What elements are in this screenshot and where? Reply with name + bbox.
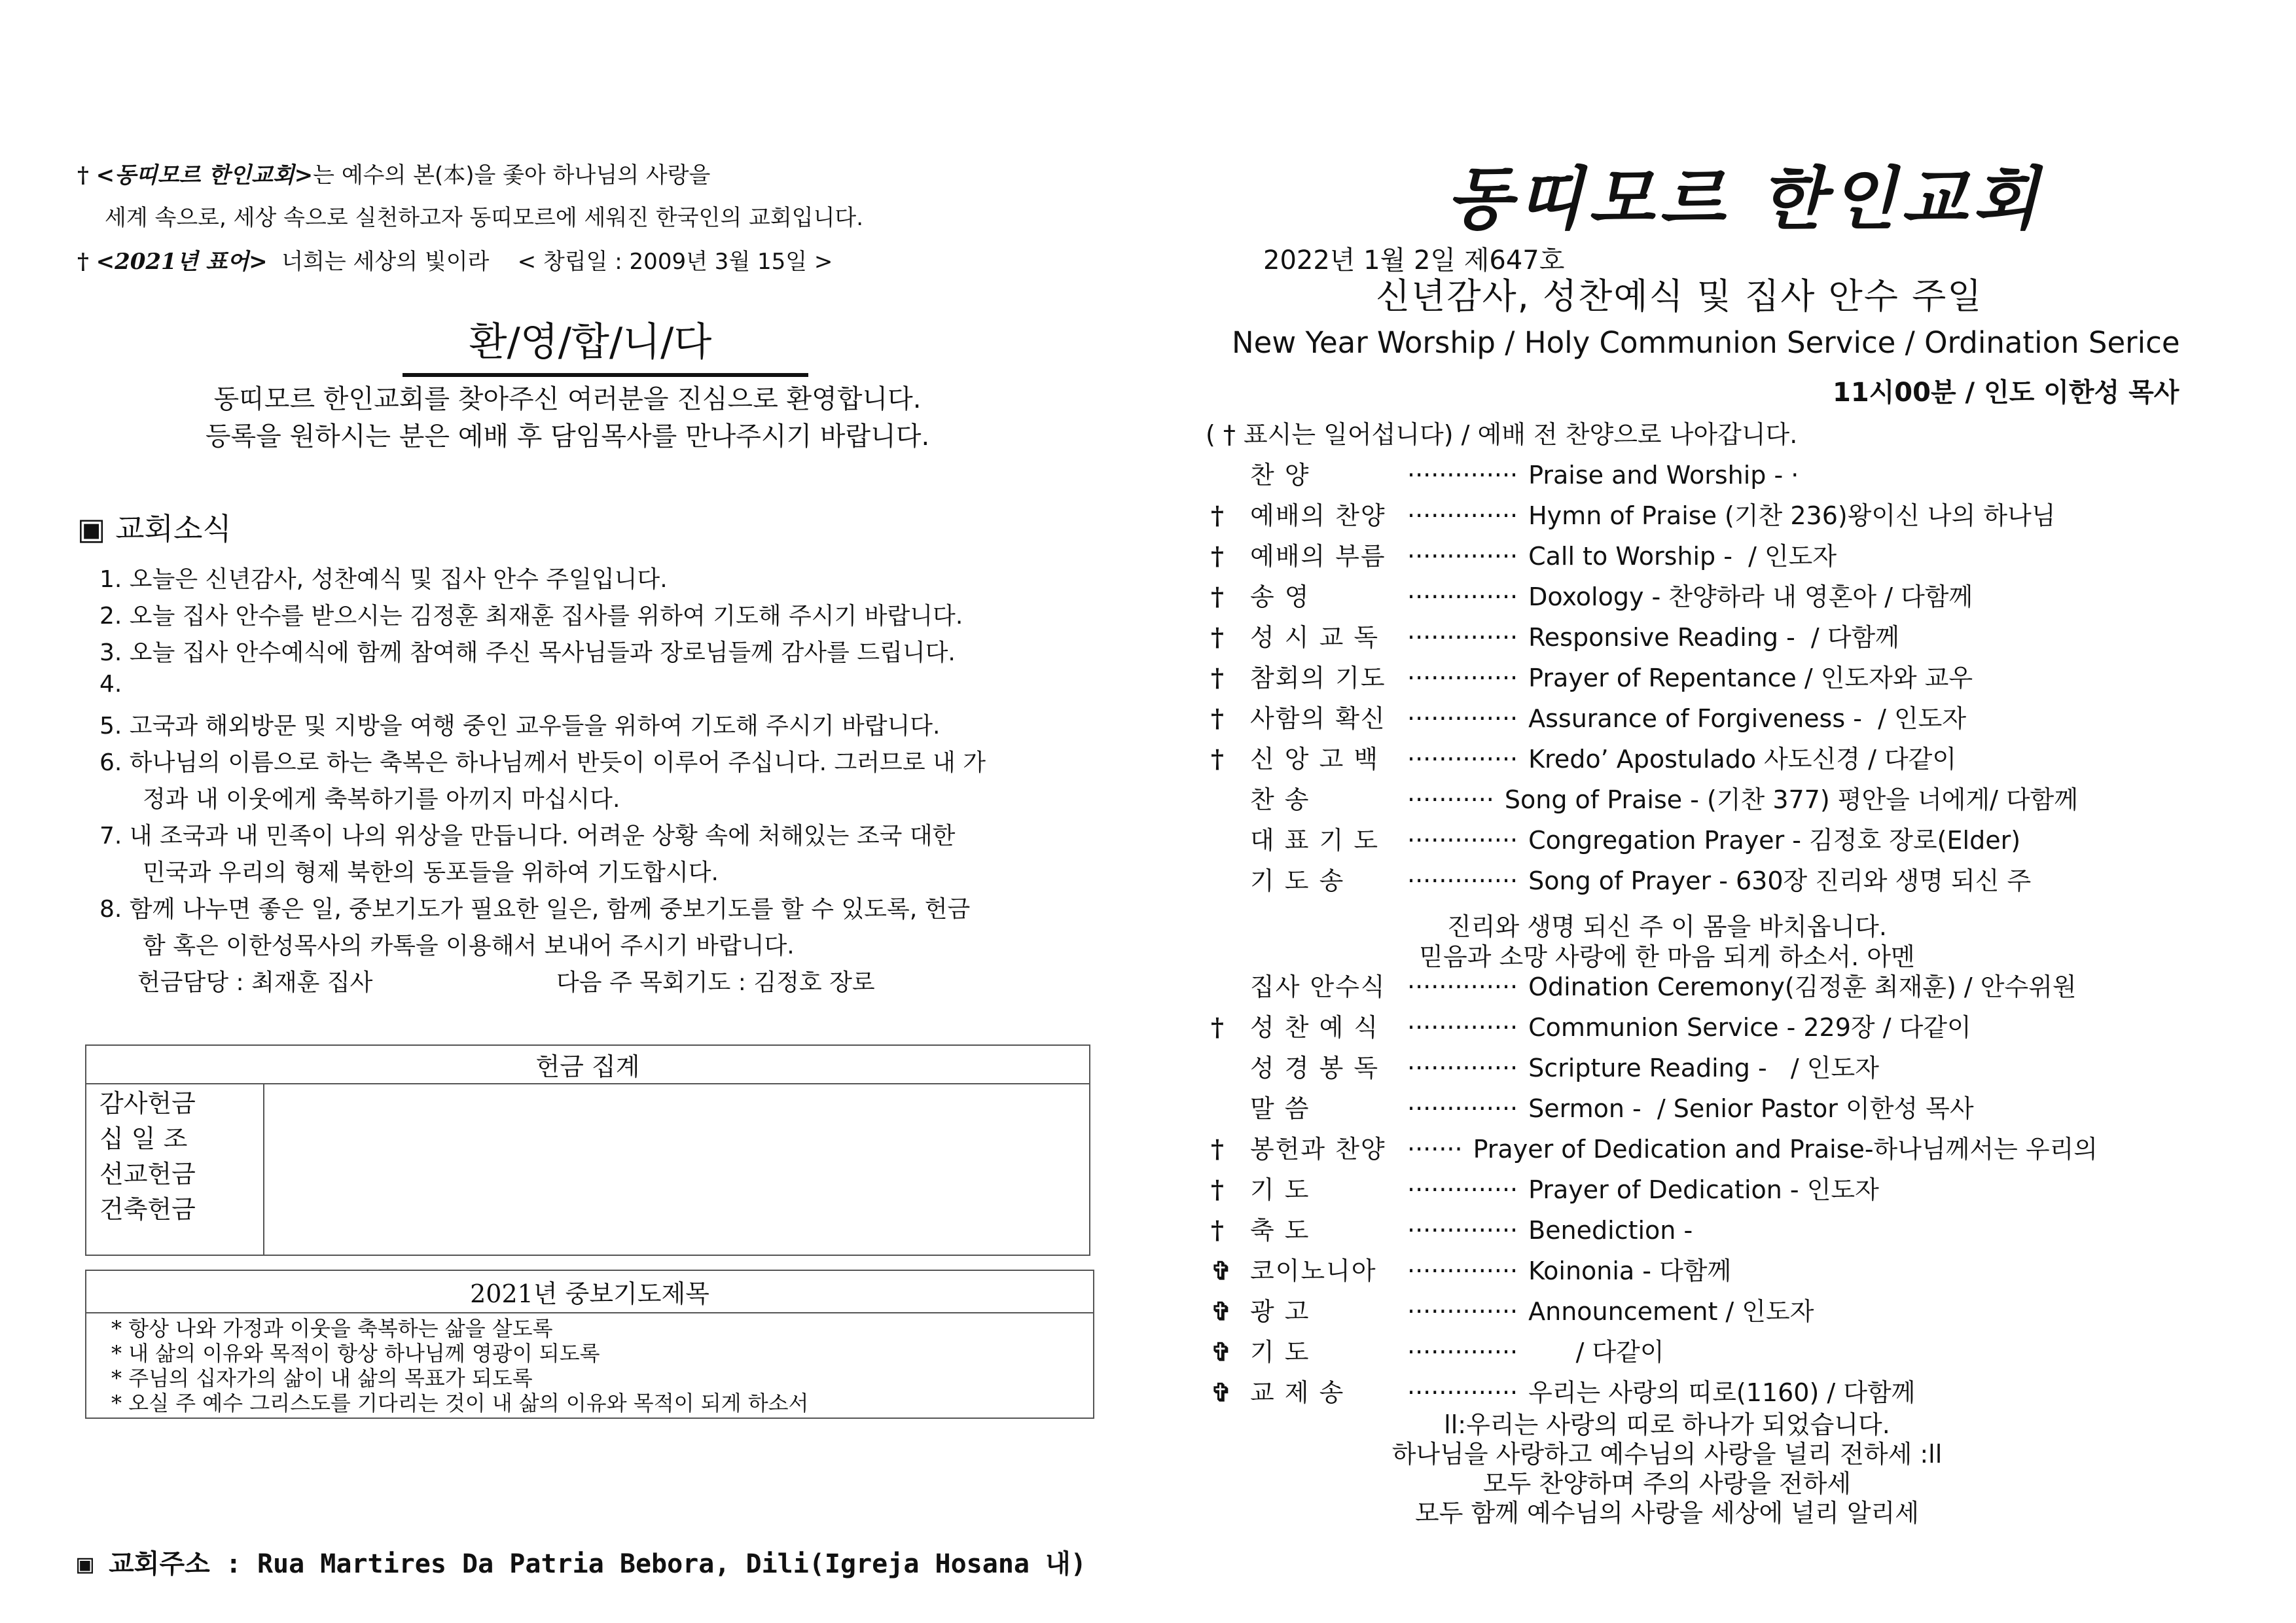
order-item-name: 기 도 송 — [1250, 866, 1345, 895]
order-leader-dots: ·············· — [1407, 582, 1518, 611]
motto-label: <2021년 표어> — [96, 249, 268, 275]
order-item-desc: Scripture Reading - / 인도자 — [1528, 1054, 1879, 1082]
church-name: 동띠모르 한인교회 — [1446, 158, 2043, 239]
order-leader-dots: ·············· — [1407, 1297, 1518, 1326]
order-item-desc: Song of Prayer - 630장 진리와 생명 되신 주 — [1528, 866, 2032, 895]
cross-icon: † — [1211, 1175, 1224, 1204]
order-item-name: 코이노니아 — [1250, 1257, 1377, 1285]
news-item-cont: 민국과 우리의 형제 북한의 동포들을 위하여 기도합시다. — [143, 859, 719, 886]
motto-line — [77, 243, 833, 276]
order-item-name: 성 찬 예 식 — [1250, 1013, 1380, 1042]
order-leader-dots: ·············· — [1407, 704, 1518, 733]
order-item-name: 기 도 — [1250, 1175, 1310, 1204]
offering-category: 십 일 조 — [99, 1124, 188, 1153]
order-leader-dots: ······· — [1407, 1135, 1463, 1164]
order-leader-dots: ·············· — [1407, 664, 1518, 692]
worship-order-row — [1211, 617, 1899, 653]
order-item-name: 예배의 부름 — [1250, 542, 1386, 571]
order-item-name: 성 시 교 독 — [1250, 623, 1380, 652]
worship-order-row — [1211, 1291, 1814, 1327]
cross-icon: † — [1211, 663, 1224, 692]
order-leader-dots: ··········· — [1407, 785, 1494, 814]
cross-icon: † — [1211, 1134, 1224, 1164]
welcome-line-2: 등록을 원하시는 분은 예배 후 담임목사를 만나주시기 바랍니다. — [205, 421, 930, 452]
cross-icon: † — [1211, 501, 1224, 530]
order-leader-dots: ·············· — [1407, 623, 1518, 652]
order-item-name: 집사 안수식 — [1250, 972, 1386, 1001]
worship-order-row — [1211, 1007, 1971, 1043]
news-item: 8. 함께 나누면 좋은 일, 중보기도가 필요한 일은, 함께 중보기도를 할 수 있도록, 헌금 — [99, 896, 971, 923]
order-item-name: 찬 양 — [1250, 461, 1310, 490]
cross-icon: † — [1211, 541, 1224, 571]
cross-icon: † — [1211, 744, 1224, 774]
prayer-song-lyric: 믿음과 소망 사랑에 한 마음 되게 하소서. 아멘 — [1419, 942, 1915, 971]
service-title-en: New Year Worship / Holy Communion Service / Ordination Serice — [1232, 325, 2180, 360]
order-leader-dots: ·············· — [1407, 1094, 1518, 1123]
order-item-name: 찬 송 — [1250, 785, 1310, 814]
cross-icon: † — [77, 249, 89, 275]
news-item: 2. 오늘 집사 안수를 받으시는 김정훈 최재훈 집사를 위하여 기도해 주시기 바랍니다. — [99, 603, 963, 630]
fellowship-lyric: ll:우리는 사랑의 띠로 하나가 되었습니다. — [1444, 1410, 1890, 1439]
order-item-desc: Song of Praise - (기찬 377) 평안을 너에게/ 다함께 — [1504, 785, 2079, 814]
order-item-name: 기 도 — [1250, 1338, 1310, 1366]
order-item-name: 예배의 찬양 — [1250, 501, 1386, 530]
cross-icon: ✞ — [1211, 1296, 1232, 1326]
prayer-topic: * 오실 주 예수 그리스도를 기다리는 것이 내 삶의 이유와 목적이 되게 하소서 — [111, 1391, 809, 1416]
worship-order-row — [1211, 455, 1799, 491]
order-item-desc: Benediction - — [1528, 1216, 1693, 1245]
order-leader-dots: ·············· — [1407, 1054, 1518, 1082]
offering-category: 감사헌금 — [99, 1089, 196, 1118]
order-item-desc: Communion Service - 229장 / 다같이 — [1528, 1013, 1971, 1042]
order-leader-dots: ·············· — [1407, 826, 1518, 855]
news-item: 5. 고국과 해외방문 및 지방을 여행 중인 교우들을 위하여 기도해 주시기 바랍니다. — [99, 713, 941, 740]
prayer-topic: * 내 삶의 이유와 목적이 항상 하나님께 영광이 되도록 — [111, 1341, 600, 1366]
order-leader-dots: ·············· — [1407, 972, 1518, 1001]
worship-order-row — [1211, 861, 2031, 897]
news-item: 6. 하나님의 이름으로 하는 축복은 하나님께서 반듯이 이루어 주십니다. 그러므로 내 가 — [99, 749, 986, 776]
order-item-name: 말 씀 — [1250, 1094, 1310, 1123]
order-item-desc: 우리는 사랑의 띠로(1160) / 다함께 — [1528, 1378, 1916, 1407]
service-title: 신년감사, 성찬예식 및 집사 안수 주일 — [1376, 276, 1983, 317]
order-item-desc: Assurance of Forgiveness - / 인도자 — [1528, 704, 1967, 733]
worship-order-row — [1211, 495, 2056, 531]
prayer-topic: * 항상 나와 가정과 이웃을 축복하는 삶을 살도록 — [111, 1316, 553, 1341]
order-item-desc: Doxology - 찬양하라 내 영혼아 / 다함께 — [1528, 582, 1973, 611]
cross-icon: † — [77, 162, 89, 188]
intro-line-2: 세계 속으로, 세상 속으로 실천하고자 동띠모르에 세워진 한국인의 교회입니다. — [105, 205, 864, 231]
news-item-cont: 정과 내 이웃에게 축복하기를 아끼지 마십시다. — [143, 786, 620, 813]
worship-order-row — [1211, 1372, 1915, 1408]
order-leader-dots: ·············· — [1407, 1013, 1518, 1042]
order-leader-dots: ·············· — [1407, 1378, 1518, 1407]
worship-order-row — [1211, 820, 2020, 856]
prayer-topics-box — [85, 1270, 1094, 1419]
order-leader-dots: ·············· — [1407, 745, 1518, 774]
fellowship-lyric: 하나님을 사랑하고 예수님의 사랑을 널리 전하세 :ll — [1391, 1440, 1943, 1469]
offering-category: 건축헌금 — [99, 1195, 196, 1224]
motto-text: 너희는 세상의 빛이라 — [281, 249, 490, 275]
offering-table — [85, 1044, 1090, 1256]
time-leader: 11시00분 / 인도 이한성 목사 — [1833, 378, 2179, 408]
church-brand: <동띠모르 한인교회> — [96, 162, 314, 188]
welcome-title: 환/영/합/니/다 — [469, 319, 712, 365]
issue-number: 2022년 1월 2일 제647호 — [1263, 245, 1565, 276]
order-leader-dots: ·············· — [1407, 1257, 1518, 1285]
church-address: ▣ 교회주소 : Rua Martires Da Patria Bebora, Dili(Igreja Hosana 내) — [77, 1549, 1086, 1579]
fellowship-lyric: 모두 함께 예수님의 사랑을 세상에 널리 알리세 — [1415, 1499, 1919, 1527]
order-item-desc: Announcement / 인도자 — [1528, 1297, 1814, 1326]
worship-order-row — [1211, 1169, 1879, 1205]
news-item: 4. — [99, 671, 122, 698]
cross-icon: † — [1211, 582, 1224, 611]
order-item-name: 참회의 기도 — [1250, 664, 1386, 692]
worship-order-row — [1211, 536, 1837, 572]
offering-table-title: 헌금 집계 — [86, 1045, 1090, 1084]
order-leader-dots: ·············· — [1407, 866, 1518, 895]
offering-category: 선교헌금 — [99, 1160, 196, 1188]
order-item-desc: Praise and Worship - · — [1528, 461, 1799, 490]
order-item-name: 대 표 기 도 — [1250, 826, 1380, 855]
worship-order-row — [1211, 577, 1973, 613]
offering-person: 헌금담당 : 최재훈 집사 — [137, 969, 373, 996]
order-item-name: 성 경 봉 독 — [1250, 1054, 1380, 1082]
order-leader-dots: ·············· — [1407, 501, 1518, 530]
news-item: 7. 내 조국과 내 민족이 나의 위상을 만듭니다. 어려운 상황 속에 처해있는 조국 대한 — [99, 823, 956, 849]
order-leader-dots: ·············· — [1407, 461, 1518, 490]
cross-icon: ✞ — [1211, 1256, 1232, 1285]
order-leader-dots: ·············· — [1407, 1338, 1518, 1366]
order-leader-dots: ·············· — [1407, 1216, 1518, 1245]
order-leader-dots: ·············· — [1407, 542, 1518, 571]
order-item-desc: / 다같이 — [1528, 1338, 1664, 1366]
order-item-name: 사함의 확신 — [1250, 704, 1386, 733]
news-title: ▣ 교회소식 — [77, 511, 232, 546]
worship-order-row — [1211, 1088, 1974, 1124]
news-item: 1. 오늘은 신년감사, 성찬예식 및 집사 안수 주일입니다. — [99, 566, 668, 593]
cross-icon: † — [1211, 1012, 1224, 1042]
order-item-desc: Prayer of Dedication - 인도자 — [1528, 1175, 1879, 1204]
worship-order-row — [1211, 1048, 1879, 1084]
intro-text: 는 예수의 본(本)을 좇아 하나님의 사랑을 — [313, 162, 711, 188]
order-item-desc: Prayer of Repentance / 인도자와 교우 — [1528, 664, 1973, 692]
fellowship-lyric: 모두 찬양하며 주의 사랑을 전하세 — [1482, 1469, 1852, 1498]
worship-order-row — [1211, 1210, 1693, 1246]
order-item-name: 축 도 — [1250, 1216, 1310, 1245]
order-item-desc: Hymn of Praise (기찬 236)왕이신 나의 하나님 — [1528, 501, 2056, 530]
order-item-desc: Congregation Prayer - 김정호 장로(Elder) — [1528, 826, 2021, 855]
offering-categories — [86, 1084, 264, 1255]
order-leader-dots: ·············· — [1407, 1175, 1518, 1204]
offering-amounts — [264, 1084, 1090, 1255]
worship-order-row — [1211, 1251, 1731, 1287]
cross-icon: † — [1211, 704, 1224, 733]
founded-date: < 창립일 : 2009년 3월 15일 > — [517, 249, 833, 275]
order-item-name: 교 제 송 — [1250, 1378, 1345, 1407]
prayer-song-lyric: 진리와 생명 되신 주 이 몸을 바치옵니다. — [1447, 912, 1887, 941]
order-item-desc: Sermon - / Senior Pastor 이한성 목사 — [1528, 1094, 1974, 1123]
cross-icon: † — [1211, 1215, 1224, 1245]
order-item-desc: Kredo’ Apostulado 사도신경 / 다같이 — [1528, 745, 1957, 774]
worship-order-row — [1211, 1332, 1664, 1368]
welcome-line-1: 동띠모르 한인교회를 찾아주신 여러분을 진심으로 환영합니다. — [213, 384, 922, 414]
order-item-desc: Call to Worship - / 인도자 — [1528, 542, 1837, 571]
order-item-desc: Odination Ceremony(김정훈 최재훈) / 안수위원 — [1528, 972, 2077, 1001]
welcome-underline — [403, 373, 808, 377]
worship-order-row — [1211, 658, 1973, 694]
order-item-desc: Koinonia - 다함께 — [1528, 1257, 1732, 1285]
order-item-name: 송 영 — [1250, 582, 1310, 611]
worship-order-row — [1211, 698, 1966, 734]
next-prayer: 다음 주 목회기도 : 김정호 장로 — [556, 969, 875, 996]
worship-order-row — [1211, 739, 1956, 775]
order-item-name: 봉헌과 찬양 — [1250, 1135, 1386, 1164]
news-item-cont: 함 혹은 이한성목사의 카톡을 이용해서 보내어 주시기 바랍니다. — [143, 933, 795, 959]
prayer-topics-title: 2021년 중보기도제목 — [86, 1271, 1093, 1313]
worship-order-row — [1211, 779, 2078, 815]
standing-note: ( † 표시는 일어섭니다) / 예배 전 찬양으로 나아갑니다. — [1206, 420, 1798, 449]
order-item-name: 광 고 — [1250, 1297, 1310, 1326]
intro-line-1 — [77, 157, 710, 189]
order-item-desc: Prayer of Dedication and Praise-하나님께서는 우리의 — [1473, 1135, 2098, 1164]
worship-order-row — [1211, 1129, 2098, 1165]
cross-icon: ✞ — [1211, 1337, 1232, 1366]
prayer-topic: * 주님의 십자가의 삶이 내 삶의 목표가 되도록 — [111, 1366, 533, 1391]
cross-icon: ✞ — [1211, 1378, 1232, 1407]
order-item-name: 신 앙 고 백 — [1250, 745, 1380, 774]
cross-icon: † — [1211, 622, 1224, 652]
order-item-desc: Responsive Reading - / 다함께 — [1528, 623, 1899, 652]
news-item: 3. 오늘 집사 안수예식에 함께 참여해 주신 목사님들과 장로님들께 감사를 드립니다. — [99, 639, 956, 666]
